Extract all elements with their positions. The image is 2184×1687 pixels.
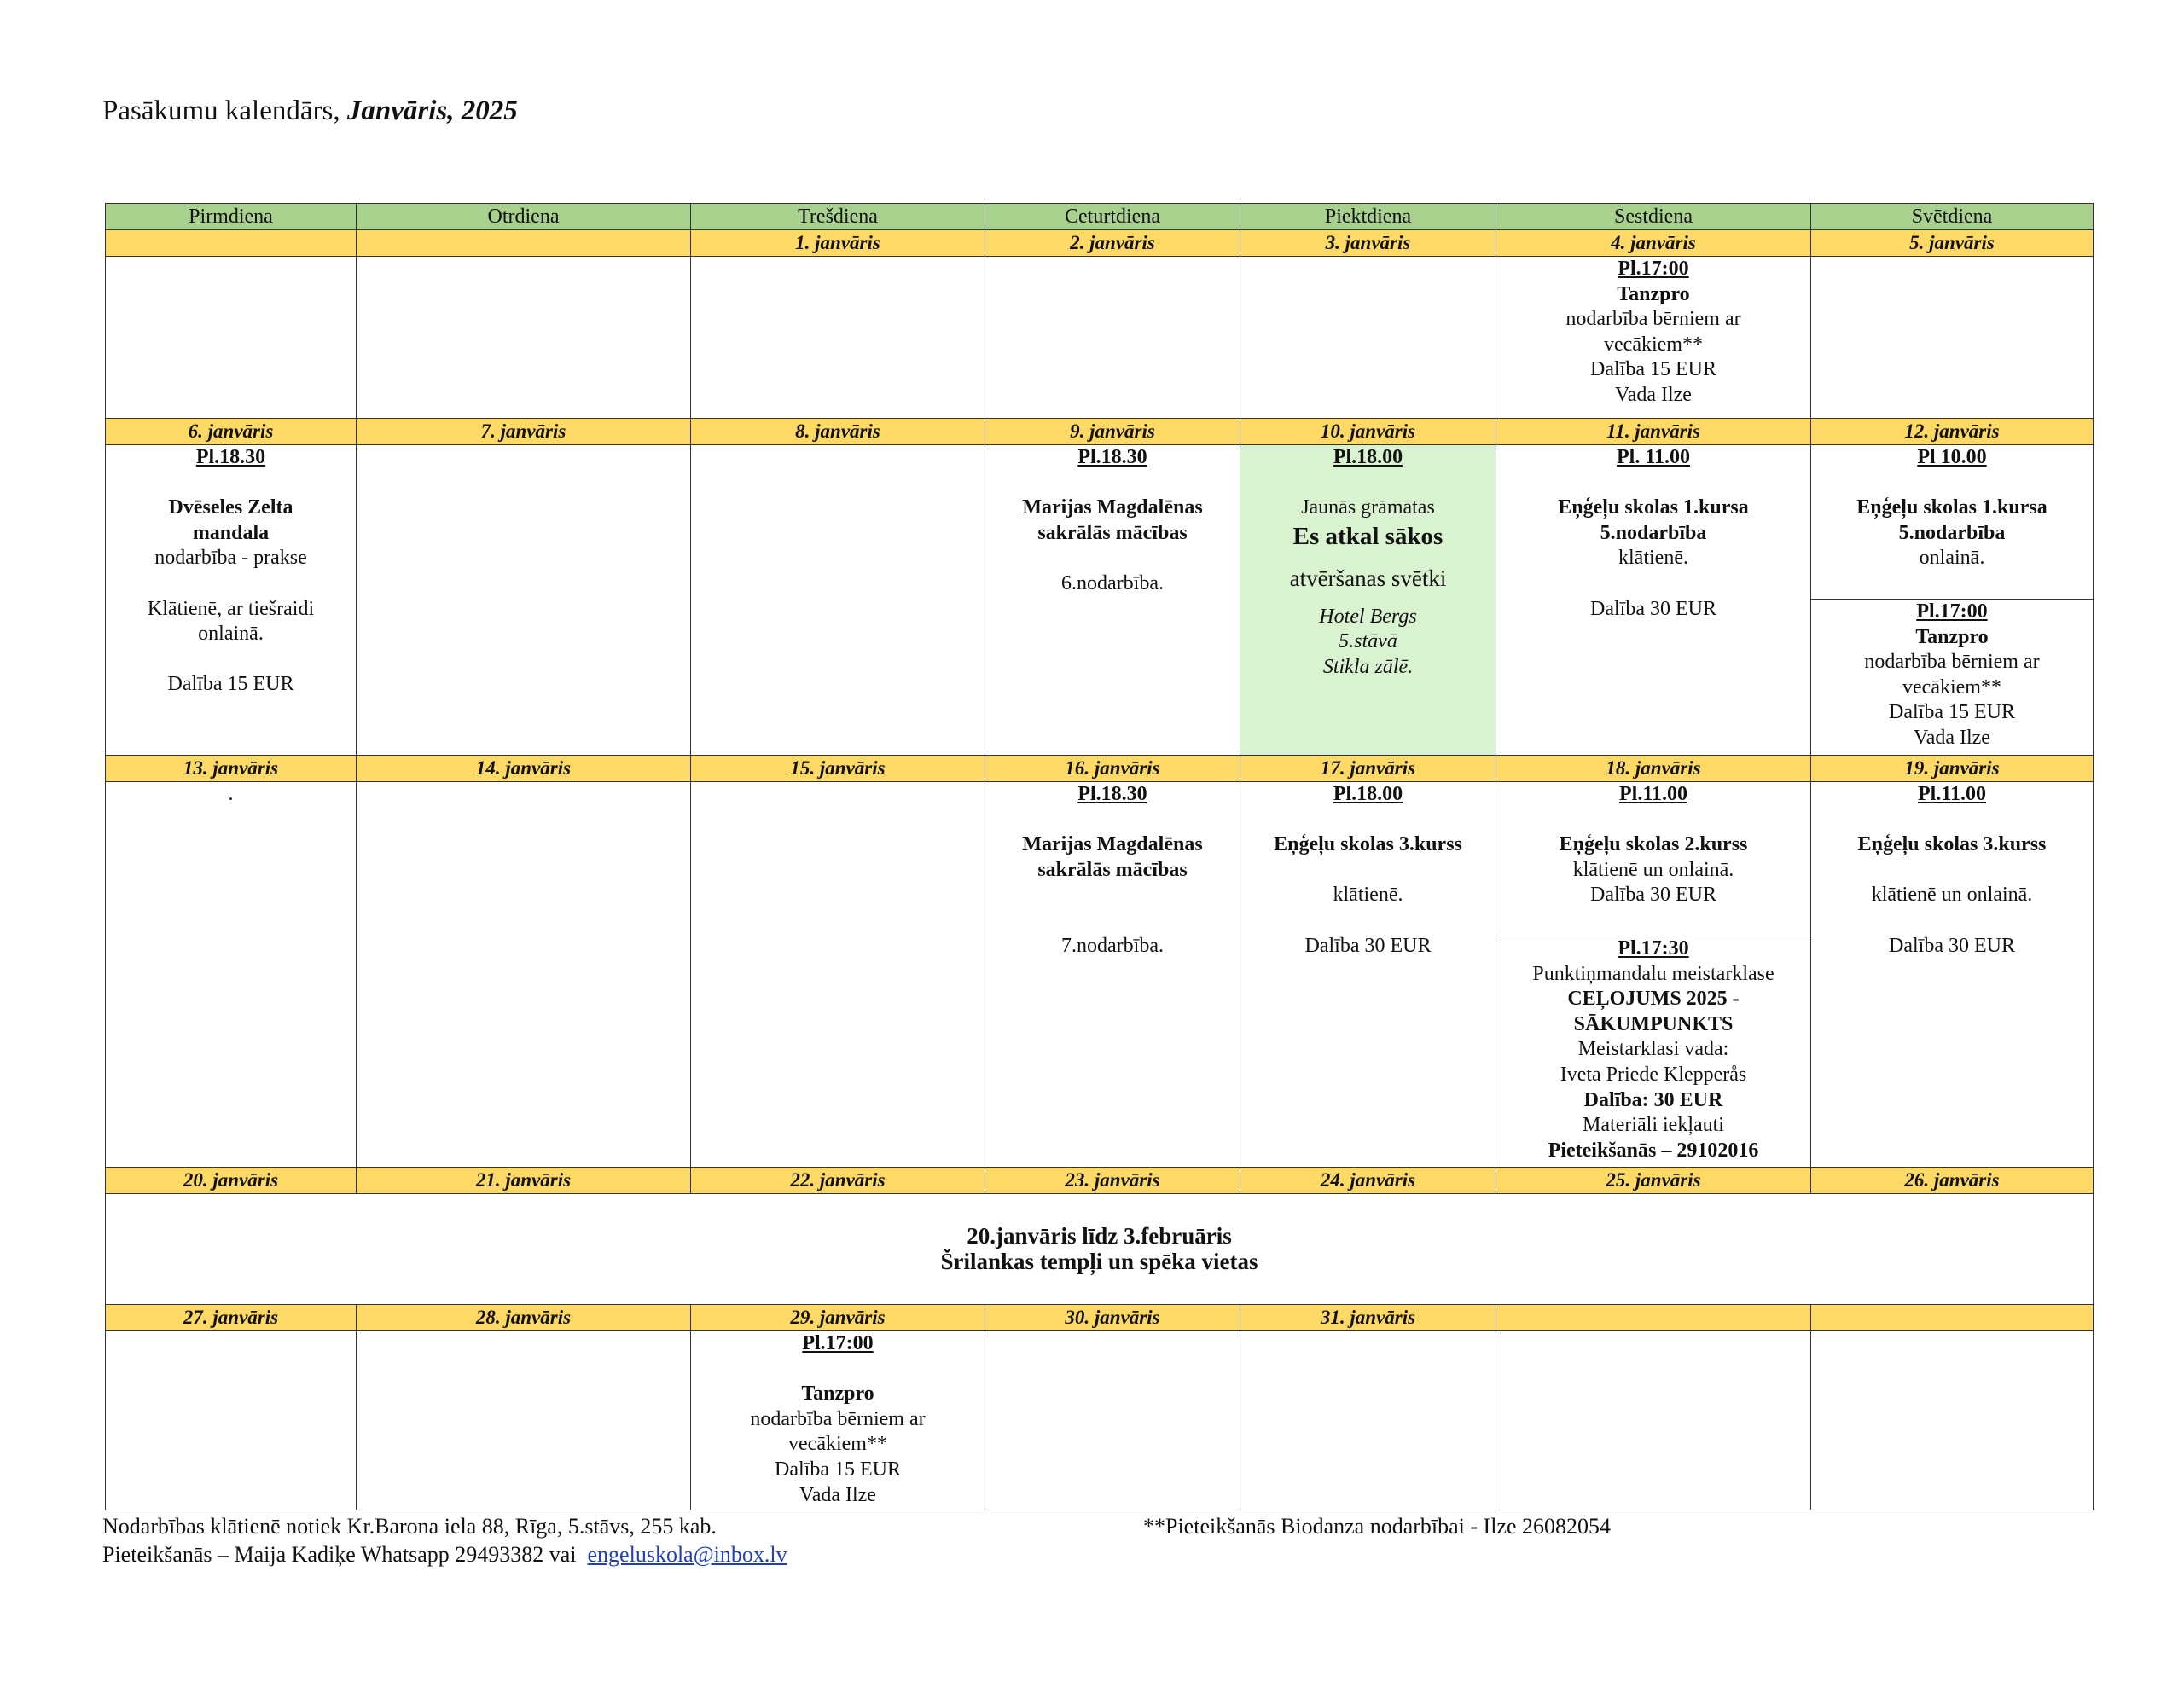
event-cell: Pl.11.00 Eņģeļu skolas 3.kurss klātienē un onlainā. Dalība 30 EUR	[1811, 782, 2094, 1168]
calendar-table	[105, 203, 2094, 1510]
date-cell: 9. janvāris	[985, 419, 1240, 445]
event-title: Eņģeļu skolas 1.kursa	[1856, 496, 2048, 519]
date-cell: 12. janvāris	[1811, 419, 2094, 445]
event-cell	[1811, 1331, 2094, 1510]
footer-signup: Pieteikšanās – Maija Kadiķe Whatsapp 29493382 vai engeluskola@inbox.lv	[102, 1542, 787, 1567]
date-cell: 26. janvāris	[1811, 1168, 2094, 1194]
date-cell	[106, 230, 357, 257]
event-time: Pl.18.00	[1333, 446, 1403, 468]
weekday-header: Otrdiena	[357, 204, 691, 230]
event-row	[106, 445, 2094, 756]
date-cell: 6. janvāris	[106, 419, 357, 445]
weekday-header: Trešdiena	[691, 204, 985, 230]
event-cell	[691, 257, 985, 419]
date-cell: 1. janvāris	[691, 230, 985, 257]
date-row	[106, 1168, 2094, 1194]
date-cell: 25. janvāris	[1496, 1168, 1811, 1194]
date-row	[106, 1305, 2094, 1331]
date-cell: 30. janvāris	[985, 1305, 1240, 1331]
weekday-header: Piektdiena	[1240, 204, 1496, 230]
date-row	[106, 419, 2094, 445]
event-fee: Dalība 15 EUR	[167, 673, 294, 696]
date-cell: 14. janvāris	[357, 756, 691, 782]
event-time: Pl.11.00	[1917, 783, 1986, 805]
event-split-lower: Pl.17:30 Punktiņmandalu meistarklase CEĻOJUMS 2025 - SĀKUMPUNKTS Meistarklasi vada: Iveta Priede Klepperås Dalība: 30 EUR Materiāli iekļauti Pieteikšanās – 29102016	[1496, 936, 1810, 1163]
event-fee: Dalība 15 EUR	[1590, 358, 1716, 381]
event-row	[106, 1194, 2094, 1305]
date-cell: 22. janvāris	[691, 1168, 985, 1194]
event-cell	[985, 1331, 1240, 1510]
event-title: Eņģeļu skolas 3.kurss	[1857, 833, 2047, 856]
date-row	[106, 756, 2094, 782]
event-title: Eņģeļu skolas 3.kurss	[1274, 833, 1462, 856]
date-cell: 28. janvāris	[357, 1305, 691, 1331]
date-row	[106, 230, 2094, 257]
event-title: Tanzpro	[801, 1383, 874, 1406]
footer-biodanza: **Pieteikšanās Biodanza nodarbībai - Ilze 26082054	[1143, 1514, 1612, 1539]
event-cell	[691, 445, 985, 756]
weekday-header-row	[106, 204, 2094, 230]
weekday-header: Svētdiena	[1811, 204, 2094, 230]
date-cell: 8. janvāris	[691, 419, 985, 445]
date-cell: 15. janvāris	[691, 756, 985, 782]
event-cell: Pl.17:00 Tanzpro nodarbība bērniem ar vecākiem** Dalība 15 EUR Vada Ilze	[691, 1331, 985, 1510]
event-cell	[357, 1331, 691, 1510]
event-cell	[1811, 257, 2094, 419]
event-cell	[106, 257, 357, 419]
date-cell: 27. janvāris	[106, 1305, 357, 1331]
date-cell: 31. janvāris	[1240, 1305, 1496, 1331]
email-link[interactable]: engeluskola@inbox.lv	[587, 1542, 787, 1567]
footer-address: Nodarbības klātienē notiek Kr.Barona iela 88, Rīga, 5.stāvs, 255 kab.	[102, 1514, 717, 1539]
date-cell	[1811, 1305, 2094, 1331]
event-time: Pl.11.00	[1618, 783, 1687, 805]
title-month: Janvāris, 2025	[346, 96, 518, 126]
date-cell	[1496, 1305, 1811, 1331]
date-cell: 2. janvāris	[985, 230, 1240, 257]
event-cell	[357, 445, 691, 756]
event-time: Pl 10.00	[1917, 446, 1987, 468]
date-cell	[357, 230, 691, 257]
venue: Hotel Bergs	[1319, 605, 1417, 628]
date-cell: 7. janvāris	[357, 419, 691, 445]
date-cell: 3. janvāris	[1240, 230, 1496, 257]
book-title: Es atkal sākos	[1292, 522, 1443, 550]
date-cell: 5. janvāris	[1811, 230, 2094, 257]
event-title: Eņģeļu skolas 1.kursa	[1558, 496, 1749, 519]
date-cell: 17. janvāris	[1240, 756, 1496, 782]
trip-banner: 20.janvāris līdz 3.februāris Šrilankas tempļi un spēka vietas	[106, 1194, 2094, 1305]
event-cell	[1496, 1331, 1811, 1510]
date-cell: 11. janvāris	[1496, 419, 1811, 445]
event-time: Pl.17:00	[1618, 258, 1689, 280]
event-cell: Pl.18.30 Dvēseles Zelta mandala nodarbība - prakse Klātienē, ar tiešraidi onlainā. Dalība 15 EUR	[106, 445, 357, 756]
event-cell	[691, 782, 985, 1168]
event-title: Dvēseles Zelta	[168, 496, 293, 519]
event-row	[106, 782, 2094, 1168]
weekday-header: Sestdiena	[1496, 204, 1811, 230]
event-time: Pl. 11.00	[1616, 446, 1690, 468]
event-row	[106, 257, 2094, 419]
event-cell	[985, 257, 1240, 419]
event-fee: Dalība 15 EUR	[1889, 701, 2015, 724]
event-title: Tanzpro	[1915, 625, 1989, 648]
event-time: Pl.17:30	[1618, 937, 1689, 959]
event-fee: Dalība 30 EUR	[1889, 934, 2015, 957]
event-title: Tanzpro	[1617, 282, 1690, 305]
event-time: Pl.17:00	[1916, 600, 1988, 623]
event-split-lower: Pl.17:00 Tanzpro nodarbība bērniem ar vecākiem** Dalība 15 EUR Vada Ilze	[1811, 599, 2093, 751]
event-title: Marijas Magdalēnas	[1022, 496, 1203, 519]
date-cell: 21. janvāris	[357, 1168, 691, 1194]
event-cell: Pl.18.00 Eņģeļu skolas 3.kurss klātienē. Dalība 30 EUR	[1240, 782, 1496, 1168]
event-cell	[357, 257, 691, 419]
event-cell-split: Pl.11.00 Eņģeļu skolas 2.kurss klātienē un onlainā. Dalība 30 EUR Pl.17:30 Punktiņmandalu meistarklase CEĻOJUMS 2025 - SĀKUMPUNKTS Meistarklasi vada: Iveta Priede Klepperås Dalība: 30 EUR Materiāli iekļauti Pieteikšanās – 29102016	[1496, 782, 1811, 1168]
event-fee: Dalība 15 EUR	[775, 1458, 901, 1481]
date-cell: 20. janvāris	[106, 1168, 357, 1194]
date-cell: 16. janvāris	[985, 756, 1240, 782]
event-cell-split: Pl 10.00 Eņģeļu skolas 1.kursa 5.nodarbība onlainā. Pl.17:00 Tanzpro nodarbība bērniem ar vecākiem** Dalība 15 EUR Vada Ilze	[1811, 445, 2094, 756]
event-time: Pl.18.30	[1077, 783, 1147, 805]
page-title: Pasākumu kalendārs, Janvāris, 2025	[102, 96, 518, 126]
event-fee: Dalība: 30 EUR	[1583, 1088, 1723, 1111]
event-title: Marijas Magdalēnas	[1022, 833, 1203, 856]
event-cell: .	[106, 782, 357, 1168]
event-fee: Dalība 30 EUR	[1590, 597, 1716, 620]
event-time: Pl.18.00	[1333, 783, 1403, 805]
event-cell	[1240, 257, 1496, 419]
date-cell: 24. janvāris	[1240, 1168, 1496, 1194]
event-cell: Pl. 11.00 Eņģeļu skolas 1.kursa 5.nodarbība klātienē. Dalība 30 EUR	[1496, 445, 1811, 756]
event-cell	[1240, 1331, 1496, 1510]
weekday-header: Pirmdiena	[106, 204, 357, 230]
date-cell: 13. janvāris	[106, 756, 357, 782]
date-cell: 23. janvāris	[985, 1168, 1240, 1194]
event-cell: Pl.17:00 Tanzpro nodarbība bērniem ar vecākiem** Dalība 15 EUR Vada Ilze	[1496, 257, 1811, 419]
event-cell: Pl.18.30 Marijas Magdalēnas sakrālās mācības 7.nodarbība.	[985, 782, 1240, 1168]
event-title: CEĻOJUMS 2025 -	[1567, 988, 1740, 1011]
event-cell: Pl.18.30 Marijas Magdalēnas sakrālās mācības 6.nodarbība.	[985, 445, 1240, 756]
event-time: Pl.17:00	[802, 1332, 874, 1354]
event-time: Pl.18.30	[1077, 446, 1147, 468]
event-title: Eņģeļu skolas 2.kurss	[1559, 833, 1748, 856]
date-cell: 29. janvāris	[691, 1305, 985, 1331]
event-fee: Dalība 30 EUR	[1304, 934, 1432, 957]
event-row	[106, 1331, 2094, 1510]
weekday-header: Ceturtdiena	[985, 204, 1240, 230]
event-cell	[106, 1331, 357, 1510]
event-cell-highlight: Pl.18.00 Jaunās grāmatas Es atkal sākos atvēršanas svētki Hotel Bergs 5.stāvā Stikla zālē.	[1240, 445, 1496, 756]
date-cell: 19. janvāris	[1811, 756, 2094, 782]
event-cell	[357, 782, 691, 1168]
event-fee: Dalība 30 EUR	[1590, 884, 1716, 907]
date-cell: 10. janvāris	[1240, 419, 1496, 445]
event-time: Pl.18.30	[195, 446, 266, 468]
date-cell: 4. janvāris	[1496, 230, 1811, 257]
date-cell: 18. janvāris	[1496, 756, 1811, 782]
